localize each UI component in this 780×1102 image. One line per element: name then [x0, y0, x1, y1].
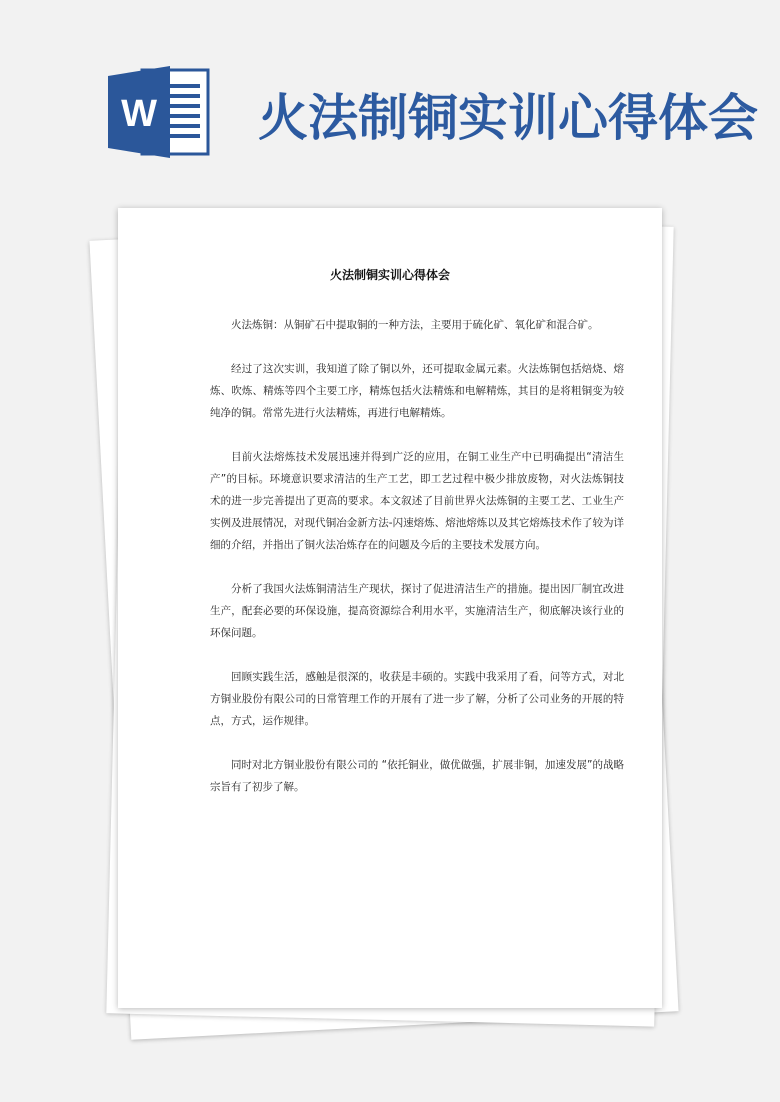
word-icon — [108, 66, 212, 158]
document-title: 火法制铜实训心得体会 — [329, 268, 450, 282]
document-body — [210, 314, 624, 820]
paragraph: 分析了我国火法炼铜清洁生产现状，探讨了促进清洁生产的措施。提出因厂制宜改进生产，配套必要的环保设施，提高资源综合利用水平，实施清洁生产，彻底解决该行业的环保问题。 — [210, 583, 624, 639]
document-page — [118, 208, 662, 1008]
paragraph: 目前火法熔炼技术发展迅速并得到广泛的应用，在铜工业生产中已明确提出“清洁生产”的目标。环境意识要求清洁的生产工艺，即工艺过程中极少排放废物，对火法炼铜技术的进一步完善提出了更高的要求。本文叙述了目前世界火法炼铜的主要工艺、工业生产实例及进展情况，对现代铜冶金新方法-闪速熔炼、熔池熔炼以及其它熔炼技术作了较为详细的介绍，并指出了铜火法冶炼存在的问题及今后的主要技术发展方向。 — [210, 451, 624, 551]
paragraph: 同时对北方铜业股份有限公司的 “依托铜业，做优做强，扩展非铜，加速发展”的战略宗旨有了初步了解。 — [210, 759, 624, 793]
word-icon-letter: W — [121, 93, 157, 135]
paragraph: 经过了这次实训，我知道了除了铜以外，还可提取金属元素。火法炼铜包括焙烧、熔炼、吹炼、精炼等四个主要工序，精炼包括火法精炼和电解精炼，其目的是将粗铜变为较纯净的铜。常常先进行火法精炼，再进行电解精炼。 — [210, 363, 624, 419]
banner — [0, 0, 780, 190]
paragraph: 回顾实践生活，感触是很深的，收获是丰硕的。实践中我采用了看，问等方式，对北方铜业股份有限公司的日常管理工作的开展有了进一步了解，分析了公司业务的开展的特点，方式，运作规律。 — [210, 671, 624, 727]
banner-title: 火法制铜实训心得体会 — [258, 88, 758, 147]
paragraph: 火法炼铜：从铜矿石中提取铜的一种方法，主要用于硫化矿、氧化矿和混合矿。 — [231, 319, 599, 331]
